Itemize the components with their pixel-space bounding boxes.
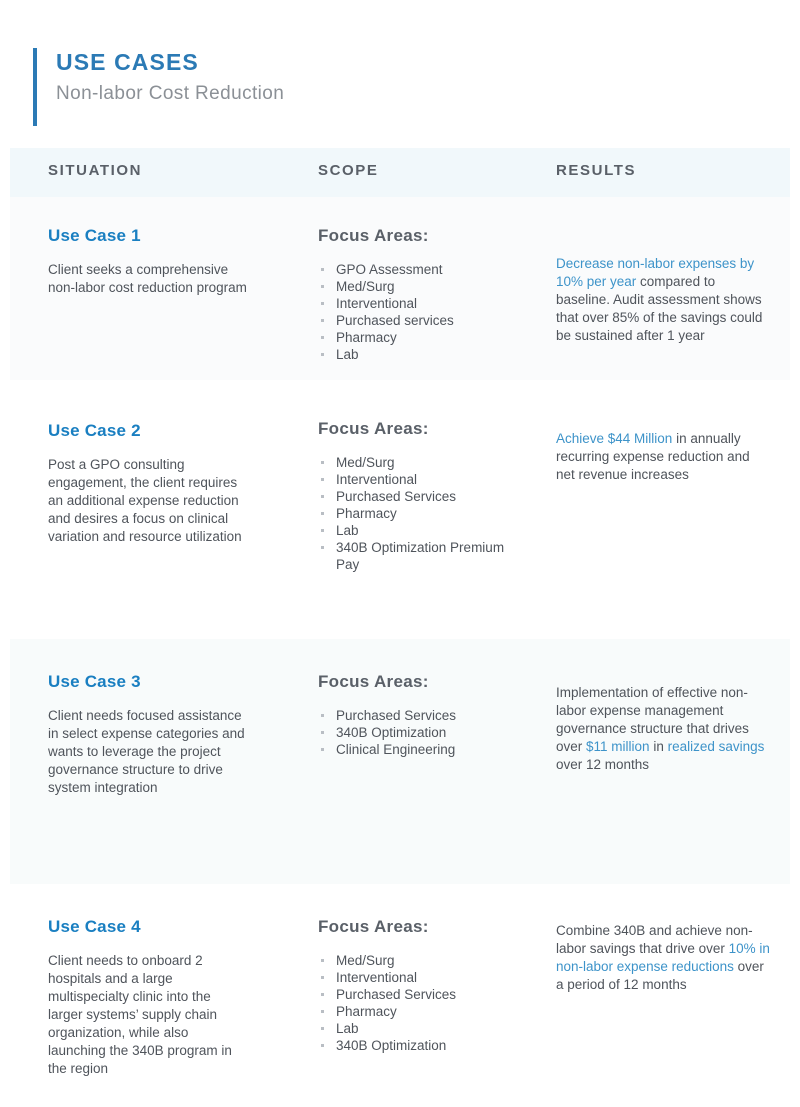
focus-areas-list xyxy=(318,707,515,758)
focus-areas-label: Focus Areas: xyxy=(318,917,429,936)
focus-area-item: Med/Surg xyxy=(318,454,515,471)
highlighted-result-text: Achieve $44 Million xyxy=(556,431,673,446)
focus-area-item: Purchased Services xyxy=(318,986,515,1003)
situation-text: Client needs focused assistance in select expense categories and wants to leverage the project governance structure to drive system integration xyxy=(48,708,245,795)
focus-area-item: Purchased services xyxy=(318,312,515,329)
table-row xyxy=(10,380,790,639)
highlighted-result-text: 10% in non-labor expense reductions xyxy=(556,941,770,974)
focus-area-item: Pharmacy xyxy=(318,1003,515,1020)
focus-areas-list xyxy=(318,261,515,363)
focus-areas-list xyxy=(318,454,515,573)
column-header-situation: SITUATION xyxy=(48,162,143,179)
column-header-scope: SCOPE xyxy=(318,162,379,179)
result-text xyxy=(556,430,770,484)
situation-cell xyxy=(10,884,265,1078)
situation-text: Client seeks a comprehensive non-labor cost reduction program xyxy=(48,262,247,295)
scope-cell xyxy=(266,197,529,363)
case-title: Use Case 4 xyxy=(48,917,141,936)
focus-area-item: 340B Optimization xyxy=(318,1037,515,1054)
case-title: Use Case 1 xyxy=(48,226,141,245)
case-title: Use Case 3 xyxy=(48,672,141,691)
focus-area-item: Med/Surg xyxy=(318,278,515,295)
focus-area-item: Interventional xyxy=(318,295,515,312)
highlighted-result-text: realized savings xyxy=(667,739,765,754)
focus-area-item: Interventional xyxy=(318,969,515,986)
focus-area-item: 340B Optimization xyxy=(318,724,515,741)
focus-area-item: Purchased Services xyxy=(318,707,515,724)
result-text-segment: Implementation of effective non-labor expense management governance structure that drives over xyxy=(556,685,749,754)
case-title: Use Case 2 xyxy=(48,421,141,440)
focus-area-item: Lab xyxy=(318,522,515,539)
result-text xyxy=(556,684,770,774)
result-text xyxy=(556,922,770,994)
results-cell xyxy=(530,380,790,484)
page-header xyxy=(33,48,284,126)
situation-text: Client needs to onboard 2 hospitals and a large multispecialty clinic into the larger systems’ supply chain organization, while also launching the 340B program in the region xyxy=(48,953,232,1076)
result-text-segment: in xyxy=(649,739,668,754)
focus-area-item: GPO Assessment xyxy=(318,261,515,278)
focus-areas-list xyxy=(318,952,515,1054)
focus-area-item: Purchased Services xyxy=(318,488,515,505)
table-row xyxy=(10,884,790,1107)
result-text-segment: over a period of 12 months xyxy=(556,959,764,992)
scope-cell xyxy=(266,884,529,1054)
result-text-segment: Combine 340B and achieve non-labor savings that drive over xyxy=(556,923,753,956)
table-row xyxy=(10,197,790,380)
result-text-segment: in annually recurring expense reduction and net revenue increases xyxy=(556,431,750,482)
highlighted-result-text: Decrease non-labor expenses by 10% per year xyxy=(556,256,755,289)
focus-area-item: 340B Optimization Premium Pay xyxy=(318,539,515,573)
result-text xyxy=(556,255,770,345)
page-title: USE CASES xyxy=(56,49,199,75)
focus-area-item: Med/Surg xyxy=(318,952,515,969)
results-cell xyxy=(530,884,790,994)
results-cell xyxy=(530,639,790,774)
focus-area-item: Pharmacy xyxy=(318,329,515,346)
scope-cell xyxy=(266,639,529,758)
focus-area-item: Lab xyxy=(318,346,515,363)
situation-text: Post a GPO consulting engagement, the client requires an additional expense reduction and desires a focus on clinical variation and resource utilization xyxy=(48,457,242,544)
use-cases-table xyxy=(10,148,790,1107)
table-row xyxy=(10,639,790,884)
situation-cell xyxy=(10,380,265,546)
focus-area-item: Clinical Engineering xyxy=(318,741,515,758)
focus-area-item: Interventional xyxy=(318,471,515,488)
situation-cell xyxy=(10,197,265,297)
result-text-segment: compared to baseline. Audit assessment shows that over 85% of the savings could be sustained after 1 year xyxy=(556,274,763,343)
results-cell xyxy=(530,197,790,345)
focus-area-item: Lab xyxy=(318,1020,515,1037)
scope-cell xyxy=(266,380,529,573)
page-subtitle: Non-labor Cost Reduction xyxy=(56,83,285,104)
column-header-results: RESULTS xyxy=(556,162,637,179)
focus-areas-label: Focus Areas: xyxy=(318,419,429,438)
table-header-row xyxy=(10,148,790,197)
focus-areas-label: Focus Areas: xyxy=(318,226,429,245)
highlighted-result-text: $11 million xyxy=(586,739,650,754)
focus-area-item: Pharmacy xyxy=(318,505,515,522)
focus-areas-label: Focus Areas: xyxy=(318,672,429,691)
situation-cell xyxy=(10,639,265,797)
result-text-segment: over 12 months xyxy=(556,757,650,772)
